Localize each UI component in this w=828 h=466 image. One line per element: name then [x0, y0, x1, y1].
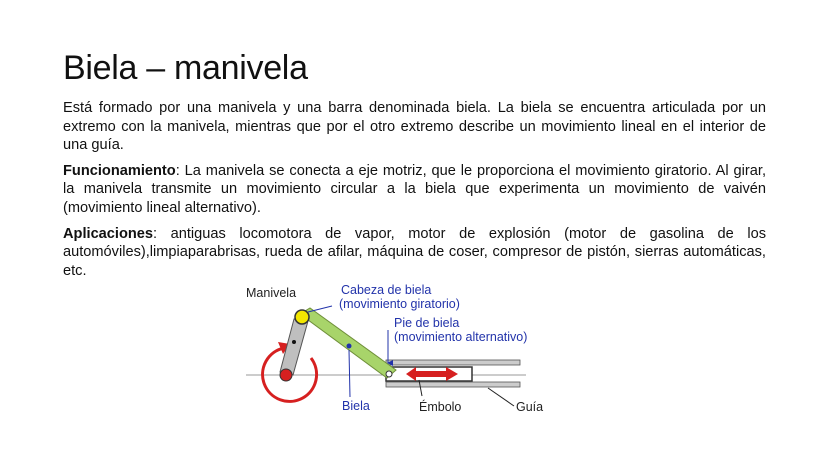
- paragraph-intro: Está formado por una manivela y una barra denominada biela. La biela se encuentra articulada por un extremo con la manivela, mientras que por el otro extremo describe un movimiento lineal en el interior de una guía.: [63, 100, 766, 154]
- funcionamiento-text: : La manivela se conecta a eje motriz, que le proporciona el movimiento giratorio. Al girar, la manivela transmite un movimiento circular a la biela que experimenta un movimiento de vaivén (movimiento lineal alternativo).: [63, 162, 766, 216]
- slide-title: Biela – manivela: [63, 49, 308, 87]
- label-pie-2: (movimiento alternativo): [394, 330, 528, 344]
- aplicaciones-text: : antiguas locomotora de vapor, motor de explosión (motor de gasolina de los automóviles),limpiaparabrisas, rueda de afilar, máquina de coser, compresor de pistón, sierras automáticas, etc.: [63, 225, 766, 279]
- label-pie-1: Pie de biela: [394, 316, 460, 330]
- label-guia: Guía: [516, 400, 544, 414]
- crank-rod-diagram: [236, 280, 566, 420]
- slide-body: [63, 99, 766, 287]
- rod-mid-dot: [347, 344, 352, 349]
- biela-leader: [349, 350, 350, 397]
- guide-bottom-rail: [386, 382, 520, 387]
- paragraph-funcionamiento: [63, 162, 766, 218]
- crank-mid-dot: [292, 340, 296, 344]
- guia-leader: [488, 388, 514, 406]
- label-cabeza-2: (movimiento giratorio): [339, 297, 460, 311]
- label-cabeza-1: Cabeza de biela: [341, 283, 432, 297]
- label-biela: Biela: [342, 399, 370, 413]
- crank-shaft-pivot: [280, 369, 292, 381]
- label-manivela: Manivela: [246, 286, 297, 300]
- aplicaciones-heading: Aplicaciones: [63, 225, 154, 242]
- piston-pin: [386, 371, 392, 377]
- paragraph-aplicaciones: [63, 225, 766, 281]
- label-embolo: Émbolo: [419, 400, 462, 414]
- guide-top-rail: [386, 360, 520, 365]
- funcionamiento-heading: Funcionamiento: [63, 162, 176, 179]
- crank-pin-pivot: [295, 310, 309, 324]
